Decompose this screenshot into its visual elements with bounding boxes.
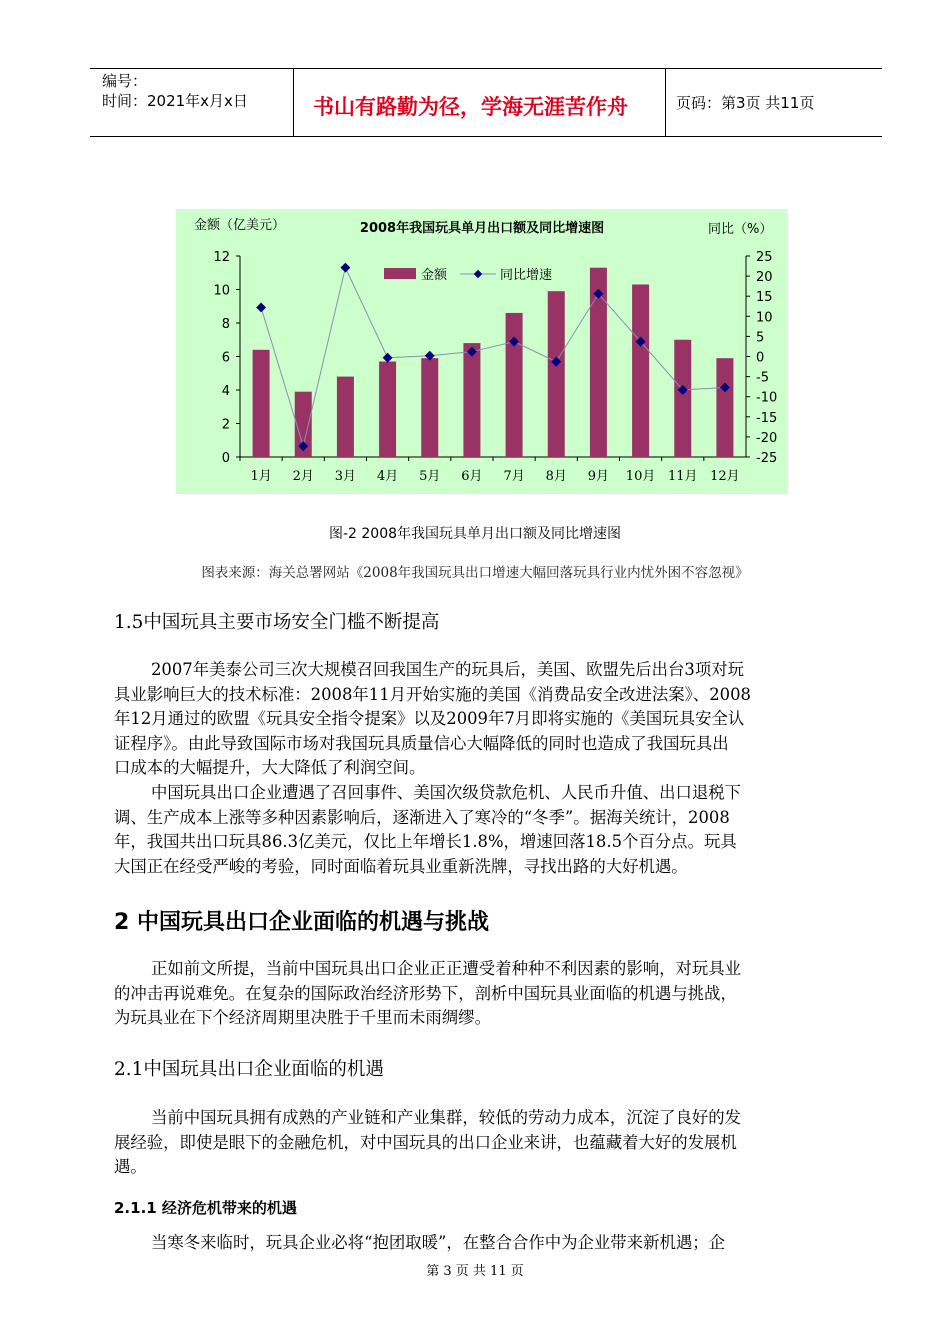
chart-right-tick-label: 5 [756, 330, 765, 346]
chart-x-tick-label: 4月 [376, 469, 399, 484]
chart-left-tick-label: 2 [221, 417, 230, 433]
chart-ylabel-left: 金额（亿美元） [194, 218, 286, 233]
paragraph-line: 证程序》。由此导致国际市场对我国玩具质量信心大幅降低的同时也造成了我国玩具出 [114, 733, 729, 753]
header-bottom-rule [90, 136, 882, 137]
chart-bar [548, 291, 565, 457]
header-divider-left [293, 68, 294, 136]
chart-x-tick-label: 1月 [250, 469, 272, 484]
chart-x-tick-label: 5月 [419, 469, 441, 484]
chart-right-tick-label: -15 [756, 410, 778, 426]
chart-x-tick-label: 2月 [292, 469, 314, 484]
chart-bar [463, 343, 480, 457]
chart-x-tick-label: 12月 [710, 469, 740, 484]
paragraph-line: 为玩具业在下个经济周期里决胜于千里而未雨绸缪。 [114, 1008, 491, 1027]
header-page-label: 页码：第3页 共11页 [676, 94, 815, 112]
chart-left-tick-label: 12 [213, 250, 230, 265]
header-number-label: 编号： [102, 72, 148, 90]
chart-x-tick-label: 3月 [334, 469, 357, 484]
paragraph-line: 正如前文所提，当前中国玩具出口企业正正遭受着种种不利因素的影响，对玩具业 [151, 959, 742, 978]
section-1-5-paragraph-2 [114, 781, 859, 879]
chart-x-tick-label: 7月 [503, 469, 525, 484]
chart-series-line [261, 268, 725, 446]
chart-bar [253, 350, 270, 457]
chart-svg [176, 209, 788, 494]
chart-right-tick-label: 15 [756, 290, 773, 306]
header-time-label: 时间：2021年x月x日 [102, 92, 248, 110]
paragraph-line: 展经验，即使是眼下的金融危机，对中国玩具的出口企业来讲，也蕴藏着大好的发展机 [114, 1132, 737, 1152]
chart-legend-swatch-point [474, 270, 482, 278]
section-2-paragraph-1 [114, 957, 859, 1031]
paragraph-line: 口成本的大幅提升，大大降低了利润空间。 [114, 758, 426, 777]
chart-ylabel-right: 同比（%） [708, 222, 773, 237]
chart-title: 2008年我国玩具单月出口额及同比增速图 [359, 221, 605, 236]
paragraph-line: 调、生产成本上涨等多种因素影响后，逐渐进入了寒冷的“冬季”。据海关统计，2008 [114, 807, 730, 827]
paragraph-line: 的冲击再说难免。在复杂的国际政治经济形势下，剖析中国玩具业面临的机遇与挑战， [114, 983, 737, 1003]
chart-bar [632, 284, 649, 457]
chart-left-tick-label: 0 [221, 451, 230, 466]
chart-x-tick-label: 8月 [545, 469, 567, 484]
chart-point [383, 353, 393, 363]
paragraph-line: 年12月通过的欧盟《玩具安全指令提案》以及2009年7月即将实施的《美国玩具安全认 [114, 709, 745, 728]
header-top-rule [90, 68, 882, 69]
chart-right-tick-label: -25 [756, 451, 778, 466]
paragraph-line: 大国正在经受严峻的考验，同时面临着玩具业重新洗牌，寻找出路的大好机遇。 [114, 856, 688, 876]
header-motto: 书山有路勤为径，学海无涯苦作舟 [313, 95, 628, 119]
chart-legend-label: 金额 [421, 268, 448, 283]
paragraph-line: 遇。 [114, 1157, 147, 1176]
chart-x-tick-label: 10月 [625, 469, 656, 484]
chart-right-tick-label: 0 [756, 350, 765, 366]
paragraph-line: 中国玩具出口企业遭遇了召回事件、美国次级贷款危机、人民币升值、出口退税下 [151, 783, 742, 802]
chart-legend-swatch-bar [384, 268, 416, 279]
chart-legend-label: 同比增速 [500, 268, 553, 283]
chart-right-tick-label: 20 [756, 270, 773, 286]
chart-right-tick-label: 25 [756, 250, 773, 265]
figure-caption: 图-2 2008年我国玩具单月出口额及同比增速图 [328, 526, 622, 542]
chart-bar [337, 377, 354, 457]
chart-x-tick-label: 9月 [587, 469, 610, 484]
chart-x-tick-label: 6月 [461, 469, 483, 484]
chart-bar [674, 340, 691, 457]
paragraph-line: 2007年美泰公司三次大规模召回我国生产的玩具后，美国、欧盟先后出台3项对玩 [151, 660, 745, 679]
paragraph-line: 当前中国玩具拥有成熟的产业链和产业集群，较低的劳动力成本，沉淀了良好的发 [151, 1108, 742, 1127]
section-2-1-1-paragraph-1 [114, 1231, 859, 1256]
section-2-1-paragraph-1 [114, 1106, 859, 1180]
chart-point [340, 263, 350, 273]
chart-left-tick-label: 6 [221, 350, 230, 366]
chart-bar [379, 362, 396, 457]
chart-bar [506, 313, 523, 457]
section-1-5-paragraph-1 [114, 658, 859, 781]
chart-container [176, 209, 788, 494]
chart-left-tick-label: 10 [213, 283, 230, 299]
page-footer: 第 3 页 共 11 页 [426, 1264, 524, 1279]
chart-left-tick-label: 8 [221, 317, 230, 332]
chart-right-tick-label: -5 [756, 370, 769, 386]
chart-bar [716, 358, 733, 457]
paragraph-line: 年，我国共出口玩具86.3亿美元，仅比上年增长1.8%，增速回落18.5个百分点。玩具 [114, 832, 737, 851]
header-divider-right [665, 68, 666, 136]
figure-source: 图表来源：海关总署网站《2008年我国玩具出口增速大幅回落玩具行业内忧外困不容忽视》 [201, 565, 749, 581]
paragraph-line: 具业影响巨大的技术标准：2008年11月开始实施的美国《消费品安全改进法案》、2008 [114, 684, 751, 704]
chart-bar [421, 358, 438, 457]
chart-right-tick-label: -10 [756, 390, 778, 406]
chart-x-tick-label: 11月 [667, 469, 698, 484]
chart-left-tick-label: 4 [221, 384, 230, 399]
section-2-1-title: 2.1中国玩具出口企业面临的机遇 [114, 1059, 384, 1080]
section-2-1-1-title: 2.1.1 经济危机带来的机遇 [114, 1199, 297, 1217]
chart-point [256, 303, 266, 313]
paragraph-line: 当寒冬来临时，玩具企业必将“抱团取暖”，在整合合作中为企业带来新机遇；企 [151, 1233, 726, 1252]
section-2-title: 2 中国玩具出口企业面临的机遇与挑战 [114, 910, 489, 935]
chart-right-tick-label: 10 [756, 310, 773, 326]
chart-right-tick-label: -20 [756, 430, 778, 446]
section-1-5-title: 1.5中国玩具主要市场安全门槛不断提高 [114, 612, 440, 633]
